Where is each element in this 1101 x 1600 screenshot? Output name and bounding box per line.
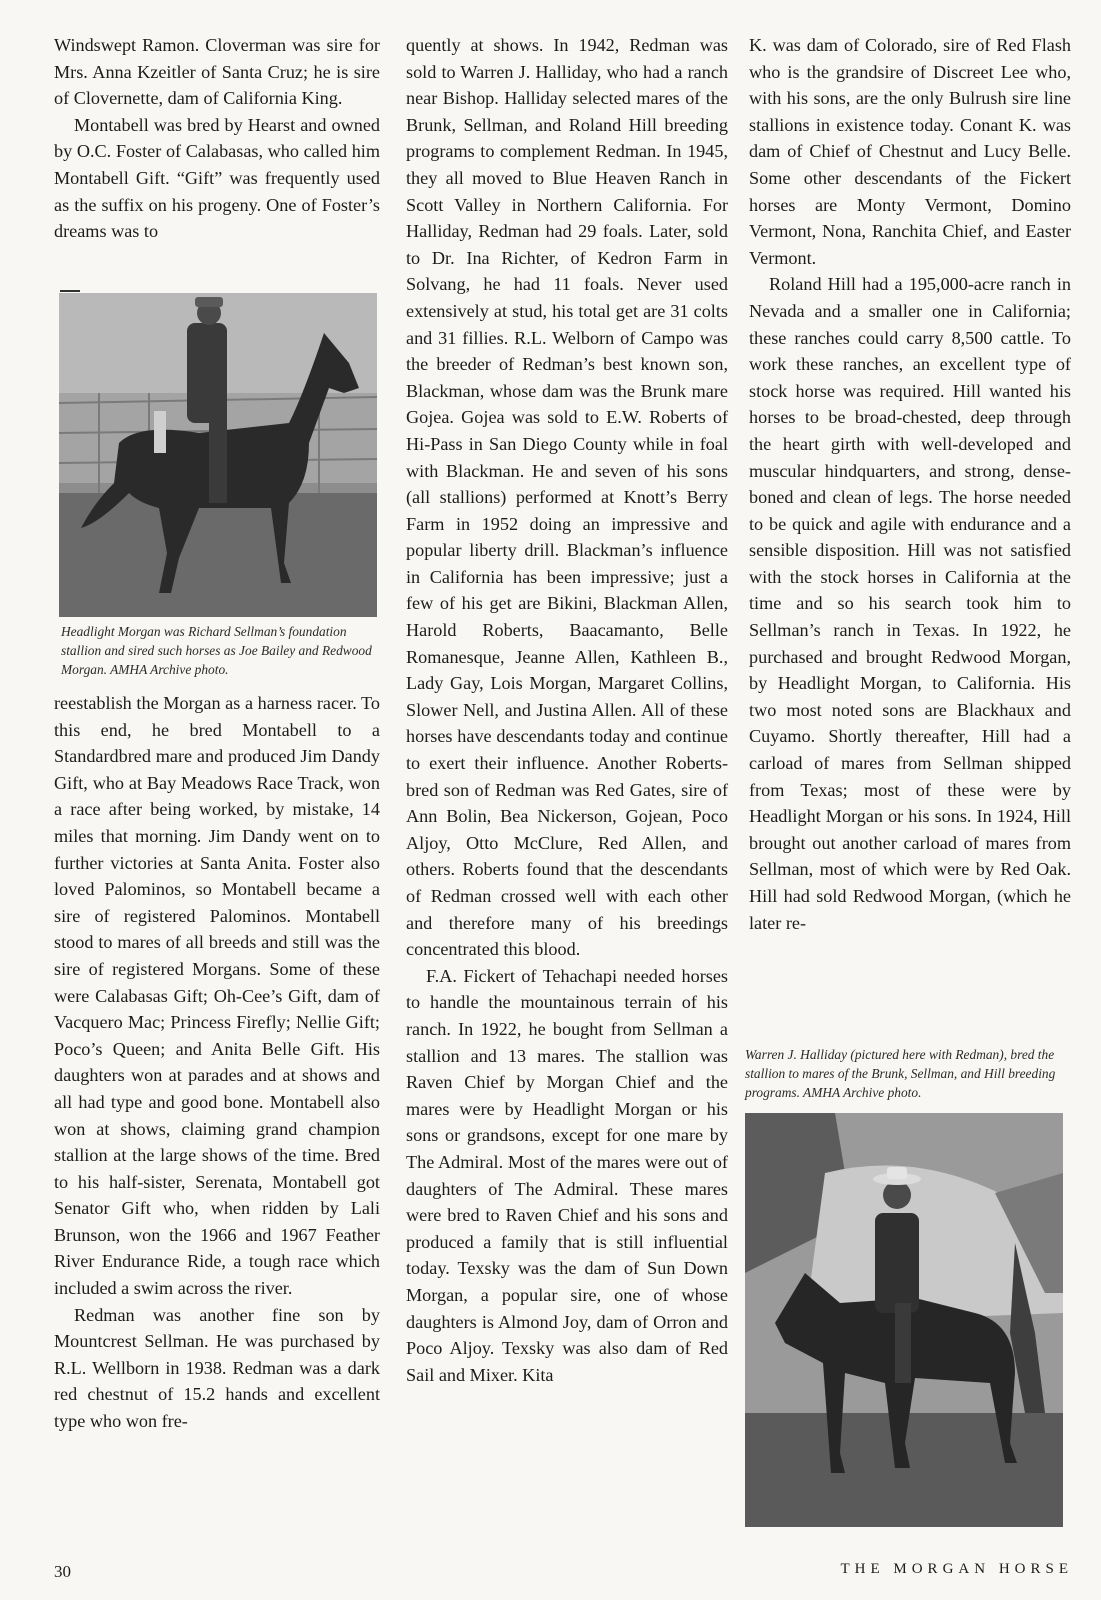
column-3: [749, 32, 1071, 936]
divider-mark: [60, 290, 80, 292]
column-1-continued: [54, 690, 380, 1435]
col2-paragraph-1: quently at shows. In 1942, Redman was sold to Warren J. Halliday, who had a ranch near Bishop. Halliday selected mares of the Brunk, Sellman, and Roland Hill breeding programs to complement Redman. In 1945, they all moved to Blue Heaven Ranch in Scott Valley in Northern California. For Halliday, Redman had 29 foals. Later, sold to Dr. Ina Richter, of Kedron Farm in Solvang, he had 11 foals. Never used extensively at stud, his total get are 31 colts and 31 fillies. R.L. Welborn of Campo was the breeder of Redman’s best known son, Blackman, whose dam was the Brunk mare Gojea. Gojea was sold to E.W. Roberts of Hi-Pass in San Diego County while in foal with Blackman. He and seven of his sons (all stallions) performed at Knott’s Berry Farm in 1952 doing an impressive and popular liberty drill. Blackman’s influence in California has been impressive; just a few of his get are Bikini, Blackman Allen, Harold Roberts, Baacamanto, Belle Romanesque, Jeanne Allen, Kathleen B., Lady Gay, Lois Morgan, Margaret Collins, Slower Nell, and Justina Allen. All of these horses have descendants today and continue to exert their influence. Another Roberts-bred son of Redman was Red Gates, sire of Ann Bolin, Bea Nickerson, Gojean, Poco Aljoy, Otto McClure, Red Allen, and others. Roberts found that the descendants of Redman crossed well with each other and therefore many of his breedings concentrated this blood.: [406, 35, 728, 960]
halliday-redman-photo: [745, 1113, 1063, 1527]
col2-paragraph-2: F.A. Fickert of Tehachapi needed horses to handle the mountainous terrain of his ranch. In 1922, he bought from Sellman a stallion and 13 mares. The stallion was Raven Chief by Morgan Chief and the mares were by Headlight Morgan or his sons or grandsons, except for one mare by The Admiral. Most of the mares were out of daughters of The Admiral. These mares were bred to Raven Chief and his sons and produced a family that is still influential today. Texsky was the dam of Sun Down Morgan, a popular sire, one of whose daughters is Almond Joy, dam of Orron and Poco Aljoy. Texsky was also dam of Red Sail and Mixer. Kita: [406, 965, 728, 1385]
photo-1-caption: Headlight Morgan was Richard Sellman’s foundation stallion and sired such horses as Joe Bailey and Redwood Morgan. AMHA Archive photo.: [61, 624, 372, 677]
col1-paragraph-4: Redman was another fine son by Mountcrest Sellman. He was purchased by R.L. Wellborn in 1938. Redman was a dark red chestnut of 15.2 hands and excellent type who won fre-: [54, 1304, 380, 1432]
column-1: [54, 32, 380, 245]
col1-paragraph-1: Windswept Ramon. Cloverman was sire for Mrs. Anna Kzeitler of Santa Cruz; he is sire of Clovernette, dam of California King.: [54, 35, 380, 109]
col1-paragraph-2: Montabell was bred by Hearst and owned by O.C. Foster of Calabasas, who called him Montabell Gift. “Gift” was frequently used as the suffix on his progeny. One of Foster’s dreams was to: [54, 114, 380, 242]
horse-rider-illustration: [59, 293, 377, 617]
page-number: 30: [54, 1562, 71, 1581]
column-2: [406, 32, 728, 1388]
rider-on-horse-illustration: [745, 1113, 1063, 1527]
col3-paragraph-1: K. was dam of Colorado, sire of Red Flash who is the grandsire of Discreet Lee who, with his sons, are the only Bulrush sire line stallions in existence today. Conant K. was dam of Chief of Chestnut and Lucy Belle. Some other descendants of the Fickert horses are Monty Vermont, Domino Vermont, Nona, Ranchita Chief, and Easter Vermont.: [749, 35, 1071, 268]
col1-paragraph-3: reestablish the Morgan as a harness racer. To this end, he bred Montabell to a Standardbred mare and produced Jim Dandy Gift, who at Bay Meadows Race Track, won a race after being worked, by mistake, 14 miles that morning. Jim Dandy went on to further victories at Santa Anita. Foster also loved Palominos, so Montabell became a sire of registered Palominos. Montabell stood to mares of all breeds and still was the sire of registered Morgans. Some of these were Calabasas Gift; Oh-Cee’s Gift, dam of Vacquero Mac; Princess Firefly; Nellie Gift; Poco’s Queen; and Anita Belle Gift. His daughters won at parades and at shows and all had type and good bone. Montabell also won at shows, claiming grand champion stallion at the large shows of the time. Bred to his half-sister, Serenata, Montabell got Senator Gift who, when ridden by Lali Brunson, won the 1966 and 1967 Feather River Endurance Ride, a tough race which included a swim across the river.: [54, 693, 380, 1299]
photo-2-caption: Warren J. Halliday (pictured here with Redman), bred the stallion to mares of the Brunk, Sellman, and Hill breeding programs. AMHA Archive photo.: [745, 1047, 1056, 1100]
col3-paragraph-2: Roland Hill had a 195,000-acre ranch in Nevada and a smaller one in California; these ranches could carry 8,500 cattle. To work these ranches, an excellent type of stock horse was required. Hill wanted his horses to be broad-chested, deep through the heart girth with well-developed and muscular hindquarters, and strong, dense-boned and clean of legs. The horse needed to be quick and agile with endurance and a sensible disposition. Hill was not satisfied with the stock horses in California at the time and so his search took him to Sellman’s ranch in Texas. In 1922, he purchased and brought Redwood Morgan, by Headlight Morgan, to California. His two most noted sons are Blackhaux and Cuyamo. Shortly thereafter, Hill had a carload of mares from Sellman shipped from Texas; most of these were by Headlight Morgan or his sons. In 1924, Hill brought out another carload of mares from Sellman, most of which were by Red Oak. Hill had sold Redwood Morgan, (which he later re-: [749, 274, 1071, 933]
headlight-morgan-photo: [59, 293, 377, 617]
magazine-title: THE MORGAN HORSE: [840, 1561, 1073, 1577]
